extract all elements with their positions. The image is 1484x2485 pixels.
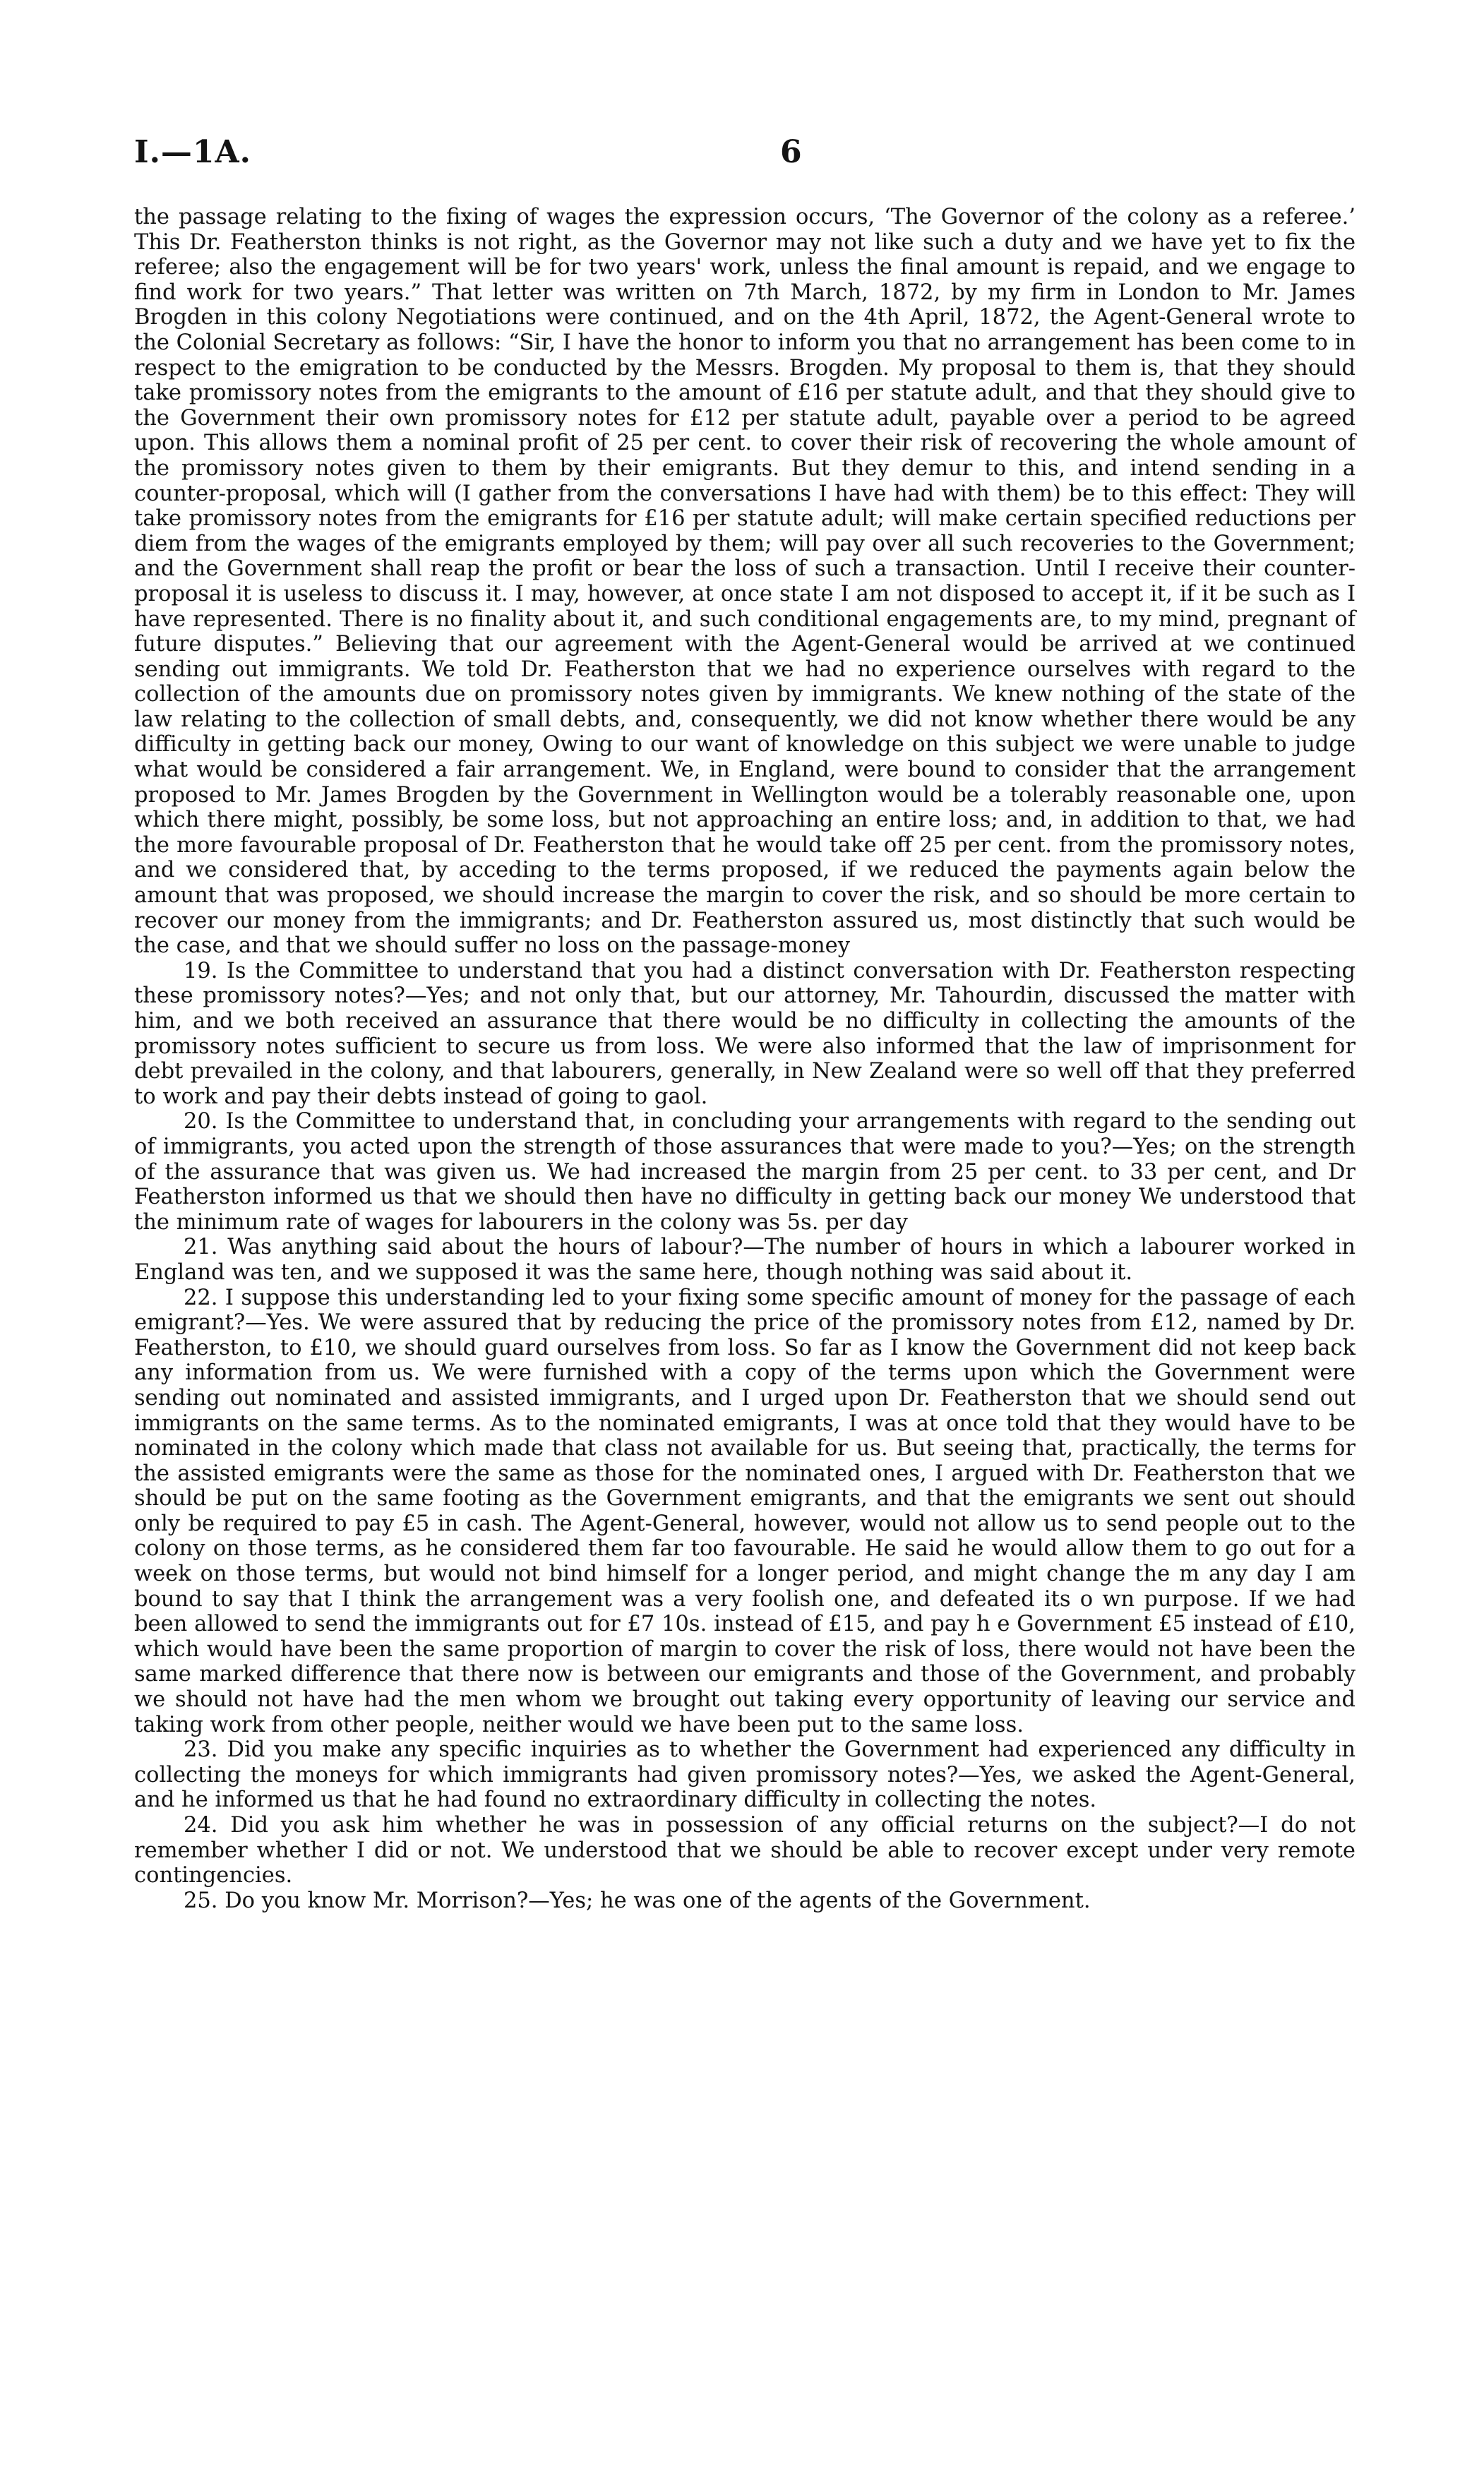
question-23: 23. Did you make any specific inquiries as to whether the Government had experienced any difficulty in collecting the moneys for which immigrants had given promissory notes?—Yes, we asked the Agent-General, and he informed us that he had found no extraordinary difficulty in collecting the notes. [134, 1737, 1356, 1813]
question-22: 22. I suppose this understanding led to your fixing some specific amount of money for the passage of each emigrant?—Yes. We were assured that by reducing the price of the promissory notes from £12, named by Dr. Featherston, to £10, we should guard ourselves from loss. So far as I know the Government did not keep back any information from us. We were furnished with a copy of the terms upon which the Government were sending out nominated and assisted immigrants, and I urged upon Dr. Featherston that we should send out immigrants on the same terms. As to the nominated emigrants, I was at once told that they would have to be nominated in the colony which made that class not available for us. But seeing that, practically, the terms for the assisted emigrants were the same as those for the nominated ones, I argued with Dr. Featherston that we should be put on the same footing as the Government emigrants, and that the emigrants we sent out should only be required to pay £5 in cash. The Agent-General, however, would not allow us to send people out to the colony on those terms, as he considered them far too favourable. He said he would allow them to go out for a week on those terms, but would not bind himself for a longer period, and might change the m any day I am bound to say that I think the arrangement was a very foolish one, and defeated its o wn purpose. If we had been allowed to send the immigrants out for £7 10s. instead of £15, and pay h e Government £5 instead of £10, which would have been the same proportion of margin to cover the risk of loss, there would not have been the same marked difference that there now is between our emigrants and those of the Government, and probably we should not have had the men whom we brought out taking every opportunity of leaving our service and taking work from other people, neither would we have been put to the same loss. [134, 1285, 1356, 1737]
question-19: 19. Is the Committee to understand that you had a distinct conversation with Dr. Featherston respecting these promissory notes?—Yes; and not only that, but our attorney, Mr. Tahourdin, discussed the matter with him, and we both received an assurance that there would be no difficulty in collecting the amounts of the promissory notes sufficient to secure us from loss. We were also informed that the law of imprisonment for debt prevailed in the colony, and that labourers, generally, in New Zealand were so well off that they preferred to work and pay their debts instead of going to gaol. [134, 958, 1356, 1109]
question-20: 20. Is the Committee to understand that, in concluding your arrangements with regard to the sending out of immigrants, you acted upon the strength of those assurances that were made to you?—Yes; on the strength of the assurance that was given us. We had increased the margin from 25 per cent. to 33 per cent, and Dr Featherston informed us that we should then have no difficulty in getting back our money We understood that the minimum rate of wages for labourers in the colony was 5s. per day [134, 1109, 1356, 1235]
document-reference: I.—1A. [134, 134, 251, 170]
question-24: 24. Did you ask him whether he was in possession of any official returns on the subject?—I do not remember whether I did or not. We understood that we should be able to recover except under very remote contingencies. [134, 1813, 1356, 1888]
paragraph-18-continued: the passage relating to the fixing of wages the expression occurs, ‘The Governor of the colony as a referee.’ This Dr. Featherston thinks is not right, as the Governor may not like such a duty and we have yet to fix the referee; also the engagement will be for two years' work, unless the final amount is repaid, and we engage to find work for two years.” That letter was written on 7th March, 1872, by my firm in London to Mr. James Brogden in this colony Negotiations were continued, and on the 4th April, 1872, the Agent-General wrote to the Colonial Secretary as follows: “Sir, I have the honor to inform you that no arrangement has been come to in respect to the emigration to be conducted by the Messrs. Brogden. My proposal to them is, that they should take promissory notes from the emigrants to the amount of £16 per statute adult, and that they should give to the Government their own promissory notes for £12 per statute adult, payable over a period to be agreed upon. This allows them a nominal profit of 25 per cent. to cover their risk of recovering the whole amount of the promissory notes given to them by their emigrants. But they demur to this, and intend sending in a counter-proposal, which will (I gather from the conversations I have had with them) be to this effect: They will take promissory notes from the emigrants for £16 per statute adult; will make certain specified reductions per diem from the wages of the emigrants employed by them; will pay over all such recoveries to the Government; and the Government shall reap the profit or bear the loss of such a transaction. Until I receive their counter-proposal it is useless to discuss it. I may, however, at once state I am not disposed to accept it, if it be such as I have represented. There is no finality about it, and such conditional engagements are, to my mind, pregnant of future disputes.” Believing that our agreement with the Agent-General would be arrived at we continued sending out immigrants. We told Dr. Featherston that we had no experience ourselves with regard to the collection of the amounts due on promissory notes given by immigrants. We knew nothing of the state of the law relating to the collection of small debts, and, consequently, we did not know whether there would be any difficulty in getting back our money, Owing to our want of knowledge on this subject we were unable to judge what would be considered a fair arrangement. We, in England, were bound to consider that the arrangement proposed to Mr. James Brogden by the Government in Wellington would be a tolerably reasonable one, upon which there might, possibly, be some loss, but not approaching an entire loss; and, in addition to that, we had the more favourable proposal of Dr. Featherston that he would take off 25 per cent. from the promissory notes, and we considered that, by acceding to the terms proposed, if we reduced the payments again below the amount that was proposed, we should increase the margin to cover the risk, and so should be more certain to recover our money from the immigrants; and Dr. Featherston assured us, most distinctly that such would be the case, and that we should suffer no loss on the passage-money [134, 205, 1356, 959]
document-body [134, 205, 1356, 1913]
question-21: 21. Was anything said about the hours of labour?—The number of hours in which a labourer worked in England was ten, and we supposed it was the same here, though nothing was said about it. [134, 1235, 1356, 1285]
question-25: 25. Do you know Mr. Morrison?—Yes; he was one of the agents of the Government. [184, 1888, 1091, 1913]
page-number: 6 [780, 134, 802, 170]
page-header [0, 0, 1484, 184]
